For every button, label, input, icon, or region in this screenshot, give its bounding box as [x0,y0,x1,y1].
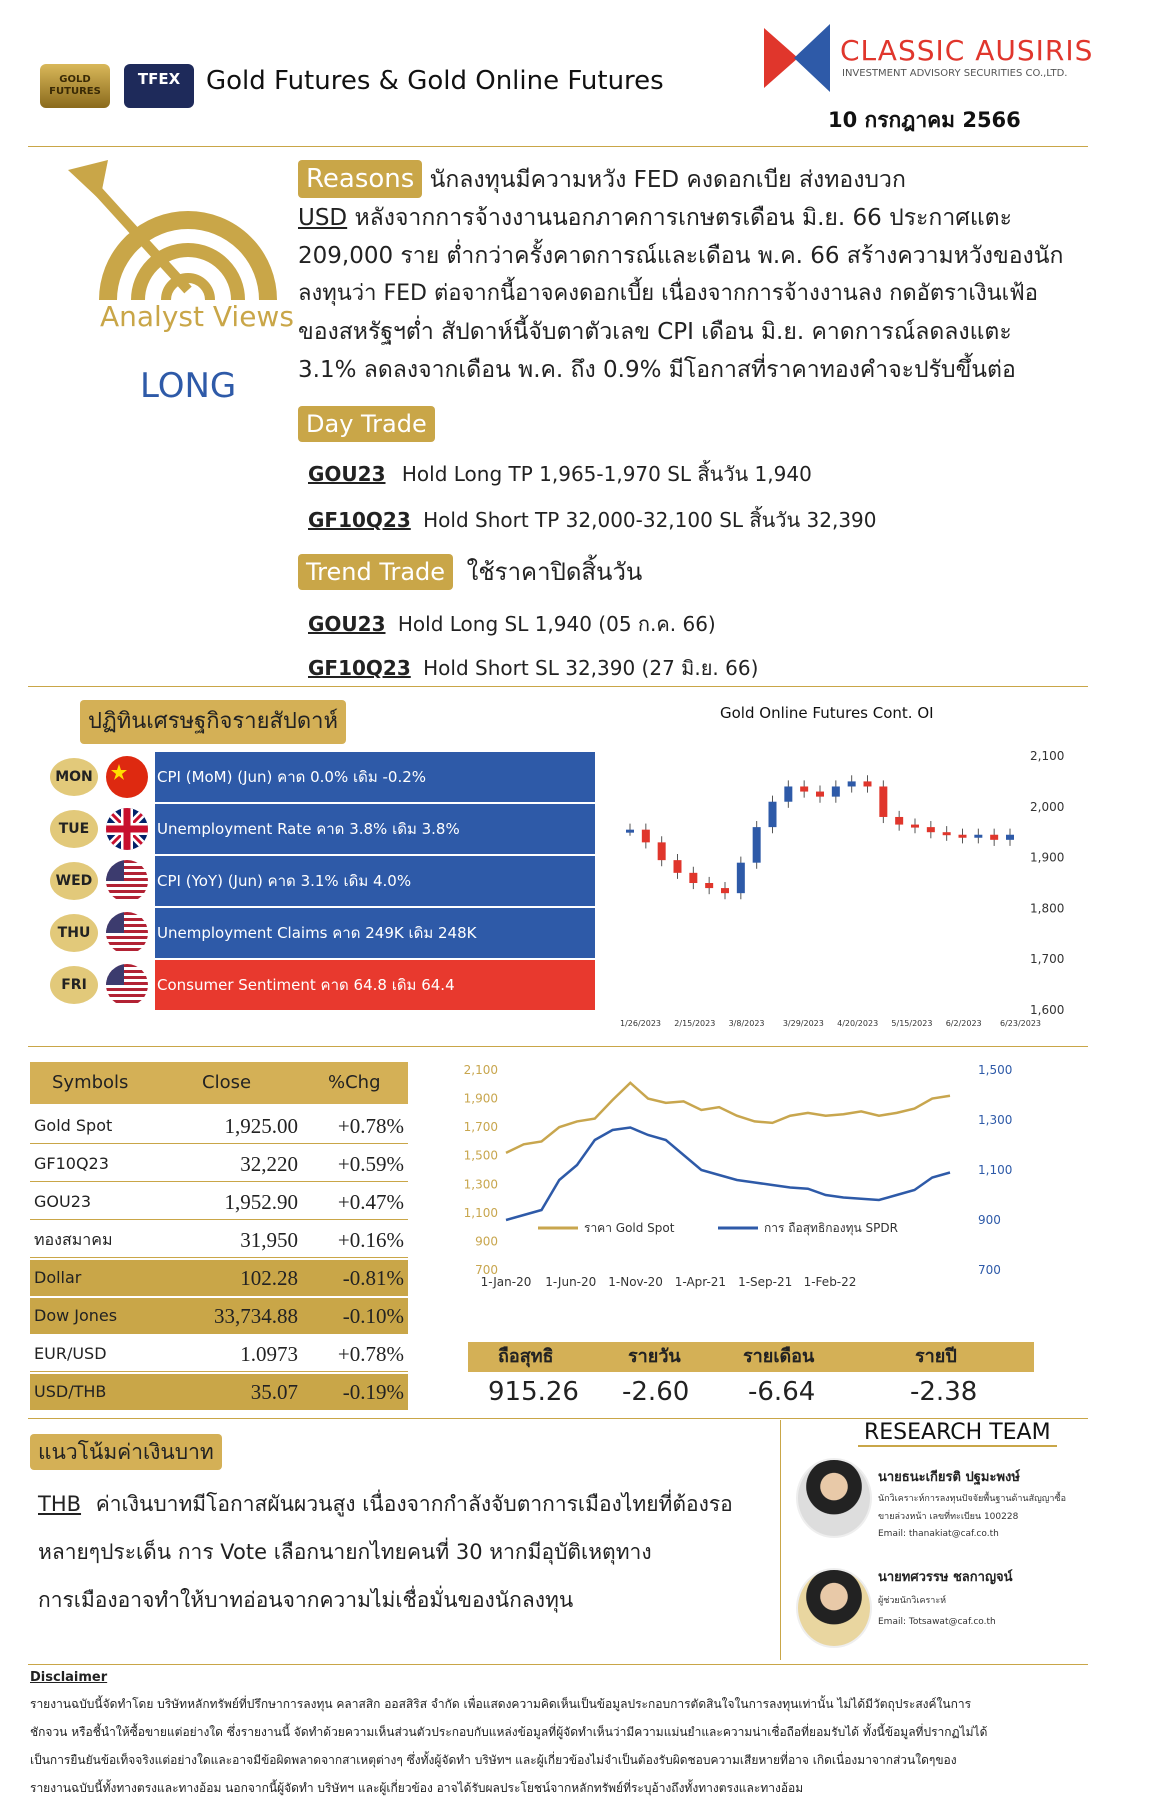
right-y-tick: 1,300 [978,1113,1013,1127]
analyst-views-label: Analyst Views [100,300,294,333]
table-row [30,1336,408,1372]
left-y-tick: 1,500 [463,1148,498,1163]
row-chg: +0.78% [337,1114,404,1138]
calendar-day: MON [50,758,98,796]
thb-line: หลายๆประเด็น การ Vote เลือกนายกไทยคนที่ 30 หากมีอุบัติเหตุทาง [38,1540,652,1564]
day-trade-item [308,458,812,490]
left-y-tick: 1,900 [463,1091,498,1106]
spdr-header: รายวัน [628,1346,681,1367]
member-email: Email: Totsawat@caf.co.th [878,1617,996,1627]
gold-spdr-chart [448,1050,1018,1310]
table-row [30,1222,408,1258]
left-y-tick: 1,700 [463,1120,498,1135]
row-close: 32,220 [240,1152,298,1176]
spdr-header: รายปี [915,1346,957,1367]
spdr-header: รายเดือน [743,1346,815,1367]
divider [28,1664,1088,1665]
row-close: 31,950 [240,1228,298,1252]
brand-subtitle: INVESTMENT ADVISORY SECURITIES CO.,LTD. [842,68,1068,79]
spdr-value: -2.38 [910,1377,978,1407]
oi-y-tick: 1,800 [1030,901,1065,916]
thb-line-1-row [38,1480,778,1528]
row-close: 1.0973 [240,1342,298,1366]
oi-x-tick: 4/20/2023 [837,1019,879,1028]
thb-lead: THB [38,1492,82,1516]
oi-chart [610,740,1080,1030]
member-role: ขายล่วงหน้า เลขที่ทะเบียน 100228 [878,1512,1019,1522]
day-trade-tag: Day Trade [298,406,435,442]
oi-candle [927,827,935,832]
disclaimer-line: รายงานฉบับนี้จัดทำโดย บริษัทหลักทรัพย์ที่ปรึกษาการลงทุน คลาสสิก ออสสิริส จำกัด เพื่อแสดงความคิดเห็นเป็นข้อมูลประกอบการตัดสินใจในการลงทุนเท่านั้น ไม่ได้มีวัตถุประสงค์ในการ [30,1697,972,1711]
x-tick: 1-Nov-20 [608,1275,663,1289]
legend-label: การ ถือสุทธิกองทุน SPDR [764,1221,898,1235]
avatar [796,1568,872,1648]
left-y-tick: 1,100 [463,1205,498,1220]
table-row [30,1260,408,1296]
research-member [878,1466,1078,1539]
right-y-tick: 700 [978,1263,1001,1277]
calendar-event: Unemployment Claims คาด 249K เดิม 248K [155,908,595,958]
us-flag-icon [106,912,148,954]
oi-candle [784,786,792,801]
row-close: 35.07 [250,1380,298,1404]
left-y-tick: 2,100 [463,1063,498,1077]
calendar-day: WED [50,862,98,900]
row-symbol: USD/THB [34,1382,107,1401]
reasons-line: 209,000 ราย ต่ำกว่าครั้งคาดการณ์และเดือน พ.ค. 66 สร้างความหวังของนัก [298,243,1064,269]
disclaimer-line: รายงานฉบับนี้ทั้งทางตรงและทางอ้อม นอกจากนี้ผู้จัดทำ บริษัทฯ และผู้เกี่ยวข้อง อาจได้รับผลประโยชน์จากหลักทรัพย์ที่ระบุอ้างถึงทั้งทางตรงและทางอ้อม [30,1781,804,1795]
trend-trade-row [298,554,642,590]
target-arrow-icon [48,160,288,310]
spdr-summary-header [468,1342,1034,1372]
row-symbol: EUR/USD [34,1344,107,1363]
oi-candle [832,786,840,796]
research-team-title: RESEARCH TEAM [858,1420,1057,1447]
row-close: 1,925.00 [224,1114,298,1138]
row-chg: +0.78% [337,1342,404,1366]
gold-futures-logo-text: GOLD FUTURES [49,74,101,97]
spdr-header: ถือสุทธิ [498,1346,554,1367]
x-tick: 1-Jan-20 [480,1275,532,1289]
header-chg: %Chg [328,1072,381,1093]
calendar-event: Unemployment Rate คาด 3.8% เดิม 3.8% [155,804,595,854]
row-chg: +0.16% [337,1228,404,1252]
x-tick: 1-Feb-22 [803,1275,857,1289]
day-trade-text: Hold Long TP 1,965-1,970 SL สิ้นวัน 1,940 [401,462,812,486]
oi-candle [816,792,824,797]
disclaimer-block [30,1690,1140,1802]
divider [28,1418,1088,1419]
trend-trade-symbol: GF10Q23 [308,656,411,680]
oi-y-tick: 1,600 [1030,1003,1065,1017]
day-trade-symbol: GF10Q23 [308,508,411,532]
oi-chart-title: Gold Online Futures Cont. OI [720,704,934,722]
trend-trade-text: Hold Long SL 1,940 (05 ก.ค. 66) [397,612,716,636]
day-trade-text: Hold Short TP 32,000-32,100 SL สิ้นวัน 32,390 [423,508,877,532]
member-name: นายทศวรรษ ชลกาญจน์ [878,1570,1013,1585]
row-symbol: Dollar [34,1268,82,1287]
member-name: นายธนะเกียรติ ปฐมะพงษ์ [878,1470,1020,1485]
oi-candle [943,832,951,835]
divider [28,686,1088,687]
thb-block [38,1480,778,1624]
reasons-block [298,160,1168,389]
oi-candle [626,830,634,833]
row-close: 33,734.88 [214,1304,298,1328]
row-chg: +0.47% [337,1190,404,1214]
reasons-line-1-row [298,199,1168,237]
oi-candle [974,835,982,838]
row-symbol: ทองสมาคม [34,1230,113,1249]
header-symbols: Symbols [52,1072,129,1093]
oi-x-tick: 5/15/2023 [891,1019,933,1028]
trend-trade-symbol: GOU23 [308,612,386,636]
member-email: Email: thanakiat@caf.co.th [878,1529,999,1539]
trend-trade-item [308,652,758,684]
oi-candle [911,825,919,828]
oi-y-tick: 2,100 [1030,749,1065,763]
reasons-lead: USD [298,205,348,231]
oi-candle [737,863,745,893]
thb-line: ค่าเงินบาทมีโอกาสผันผวนสูง เนื่องจากกำลังจับตาการเมืองไทยที่ต้องรอ [95,1492,733,1516]
oi-candle [753,827,761,863]
table-row [30,1146,408,1182]
brand-name: CLASSIC AUSIRIS [840,34,1094,67]
oi-x-tick: 1/26/2023 [620,1019,662,1028]
row-chg: -0.81% [342,1266,404,1290]
oi-x-tick: 6/23/2023 [1000,1019,1042,1028]
trend-trade-text: Hold Short SL 32,390 (27 มิ.ย. 66) [423,656,759,680]
disclaimer-line: ชักจวน หรือชี้นำให้ซื้อขายแต่อย่างใด ซึ่งรายงานนี้ จัดทำด้วยความเห็นส่วนตัวประกอบกับแหล่งข้อมูลที่ผู้จัดทำเห็นว่ามีความแม่นยำและความน่าเชื่อถือที่ยอมรับได้ ทั้งนี้ข้อมูลที่ปรากฏไม่ได้ [30,1725,988,1739]
oi-x-tick: 3/29/2023 [782,1019,824,1028]
gold-futures-logo [40,64,110,108]
calendar-day: THU [50,914,98,952]
analyst-view-value: LONG [140,366,237,406]
calendar-event: CPI (YoY) (Jun) คาด 3.1% เดิม 4.0% [155,856,595,906]
trend-trade-tag: Trend Trade [298,554,453,590]
table-row [30,1108,408,1144]
x-tick: 1-Jun-20 [545,1275,597,1289]
member-role: ผู้ช่วยนักวิเคราะห์ [878,1596,947,1606]
oi-x-tick: 6/2/2023 [945,1019,982,1028]
thb-tag: แนวโน้มค่าเงินบาท [30,1434,222,1470]
oi-y-tick: 1,900 [1030,850,1065,865]
left-y-tick: 900 [475,1234,498,1249]
vertical-divider [780,1420,781,1660]
spdr-value: -6.64 [748,1377,816,1407]
oi-x-tick: 3/8/2023 [728,1019,765,1028]
day-trade-item [308,504,877,536]
header-close: Close [202,1072,252,1093]
page-title: Gold Futures & Gold Online Futures [206,66,664,96]
oi-x-tick: 2/15/2023 [674,1019,716,1028]
calendar-day: FRI [50,966,98,1004]
table-row [30,1298,408,1334]
row-symbol: GOU23 [34,1192,92,1211]
reasons-line: ลงทุนว่า FED ต่อจากนี้อาจคงดอกเบี้ย เนื่องจากการจ้างงานลง กดอัตราเงินเฟ้อ [298,281,1038,306]
calendar-event: Consumer Sentiment คาด 64.8 เดิม 64.4 [155,960,595,1010]
row-close: 102.28 [240,1266,298,1290]
oi-candle [864,781,872,786]
disclaimer-title: Disclaimer [30,1670,108,1685]
oi-y-tick: 2,000 [1030,799,1065,814]
tfex-logo-text: TFEX [137,70,181,88]
oi-candle [879,786,887,816]
us-flag-icon [106,860,148,902]
reasons-tag: Reasons [298,160,422,198]
series-line-0 [506,1083,950,1153]
oi-candle [1006,835,1014,840]
table-row [30,1374,408,1410]
research-member [878,1566,1078,1627]
series-line-1 [506,1128,950,1221]
china-flag-icon [106,756,148,798]
tfex-logo [124,64,194,108]
oi-candle [895,817,903,825]
left-y-tick: 1,300 [463,1177,498,1192]
uk-flag-icon [106,808,148,850]
spdr-summary-values [468,1374,1034,1410]
divider [28,1046,1088,1047]
oi-candle [800,786,808,791]
day-trade-symbol: GOU23 [308,462,386,486]
divider [28,146,1088,147]
row-chg: +0.59% [337,1152,404,1176]
oi-candle [769,802,777,827]
thb-line: การเมืองอาจทำให้บาทอ่อนจากความไม่เชื่อมั่นของนักลงทุน [38,1588,574,1612]
row-close: 1,952.90 [224,1190,298,1214]
row-symbol: Gold Spot [34,1116,113,1135]
oi-y-tick: 1,700 [1030,952,1065,967]
trend-trade-note: ใช้ราคาปิดสิ้นวัน [466,558,643,586]
calendar-event: CPI (MoM) (Jun) คาด 0.0% เดิม -0.2% [155,752,595,802]
oi-candle [848,781,856,786]
market-table-header [30,1062,408,1104]
calendar-title: ปฏิทินเศรษฐกิจรายสัปดาห์ [80,700,346,744]
spdr-value: -2.60 [622,1377,690,1407]
us-flag-icon [106,964,148,1006]
oi-candle [705,883,713,888]
oi-candle [642,830,650,843]
reasons-line: ของสหรัฐฯต่ำ สัปดาห์นี้จับตาตัวเลข CPI เดือน มิ.ย. คาดการณ์ลดลงแตะ [298,319,1012,345]
row-symbol: Dow Jones [34,1306,118,1325]
legend-label: ราคา Gold Spot [584,1221,675,1235]
left-y-tick: 700 [475,1263,498,1277]
avatar [796,1458,872,1538]
table-row [30,1184,408,1220]
right-y-tick: 900 [978,1213,1001,1227]
x-tick: 1-Sep-21 [738,1275,793,1289]
member-role: นักวิเคราะห์การลงทุนปัจจัยพื้นฐานด้านสัญญาซื้อ [878,1494,1066,1504]
classic-ausiris-logo-icon [764,24,830,92]
oi-candle [959,835,967,838]
x-tick: 1-Apr-21 [674,1275,727,1289]
oi-candle [721,888,729,893]
row-chg: -0.19% [342,1380,404,1404]
row-chg: -0.10% [342,1304,404,1328]
oi-candle [689,873,697,883]
right-y-tick: 1,500 [978,1063,1013,1077]
trend-trade-item [308,608,716,640]
calendar-day: TUE [50,810,98,848]
reasons-headline-row [298,160,1168,199]
right-y-tick: 1,100 [978,1163,1013,1177]
reasons-line: 3.1% ลดลงจากเดือน พ.ค. ถึง 0.9% มีโอกาสที่ราคาทองคำจะปรับขึ้นต่อ [298,357,1016,383]
disclaimer-line: เป็นการยืนยันข้อเท็จจริงแต่อย่างใดและอาจมีข้อผิดพลาดจากสาเหตุต่างๆ ซึ่งทั้งผู้จัดทำ บริษัทฯ และผู้เกี่ยวข้องไม่จำเป็นต้องรับผิดชอบความเสียหายที่อาจ เกิดเนื่องมาจากส่วนใดๆของ [30,1753,957,1767]
oi-candle [990,835,998,840]
reasons-line: หลังจากการจ้างงานนอกภาคการเกษตรเดือน มิ.ย. 66 ประกาศแตะ [354,205,1012,231]
oi-candle [674,860,682,873]
report-date: 10 กรกฎาคม 2566 [828,108,1021,132]
spdr-value: 915.26 [488,1377,579,1407]
oi-candle [658,842,666,860]
row-symbol: GF10Q23 [34,1154,109,1173]
reasons-headline: นักลงทุนมีความหวัง FED คงดอกเบีย ส่งทองบวก [429,167,906,193]
